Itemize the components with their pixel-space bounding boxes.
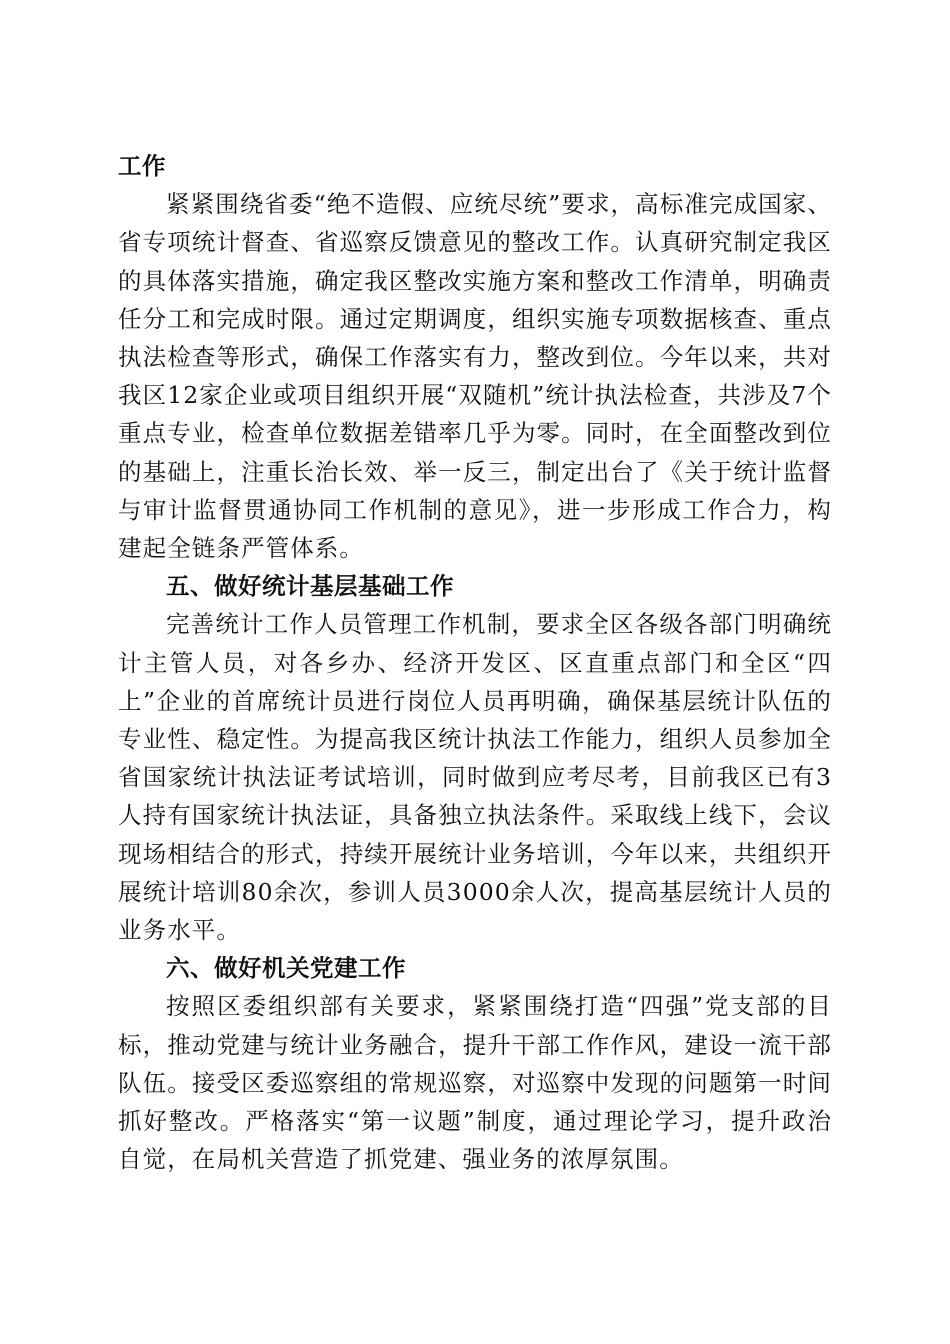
- paragraph-grassroots: 完善统计工作人员管理工作机制，要求全区各级各部门明确统计主管人员，对各乡办、经济开发区、区直重点部门和全区“四上”企业的首席统计员进行岗位人员再明确，确保基层统计队伍的专业性、稳定性。为提高我区统计执法工作能力，组织人员参加全省国家统计执法证考试培训，同时做到应考尽考，目前我区已有3人持有国家统计执法证，具备独立执法条件。采取线上线下，会议现场相结合的形式，持续开展统计业务培训，今年以来，共组织开展统计培训80余次，参训人员3000余人次，提高基层统计人员的业务水平。: [118, 610, 832, 945]
- section-heading-continued: 工作: [118, 152, 166, 180]
- paragraph-rectification: 紧紧围绕省委“绝不造假、应统尽统”要求，高标准完成国家、省专项统计督查、省巡察反馈意见的整改工作。认真研究制定我区的具体落实措施，确定我区整改实施方案和整改工作清单，明确责任分工和完成时限。通过定期调度，组织实施专项数据核查、重点执法检查等形式，确保工作落实有力，整改到位。今年以来，共对我区12家企业或项目组织开展“双随机”统计执法检查，共涉及7个重点专业，检查单位数据差错率几乎为零。同时，在全面整改到位的基础上，注重长治长效、举一反三，制定出台了《关于统计监督与审计监督贯通协同工作机制的意见》，进一步形成工作合力，构建起全链条严管体系。: [118, 190, 832, 563]
- section-heading-six: 六、做好机关党建工作: [166, 954, 406, 983]
- section-heading-five: 五、做好统计基层基础工作: [166, 572, 454, 601]
- paragraph-party-building: 按照区委组织部有关要求，紧紧围绕打造“四强”党支部的目标，推动党建与统计业务融合，提升干部工作作风，建设一流干部队伍。接受区委巡察组的常规巡察，对巡察中发现的问题第一时间抓好整改。严格落实“第一议题”制度，通过理论学习，提升政治自觉，在局机关营造了抓党建、强业务的浓厚氛围。: [118, 992, 832, 1174]
- document-page: [118, 147, 832, 1178]
